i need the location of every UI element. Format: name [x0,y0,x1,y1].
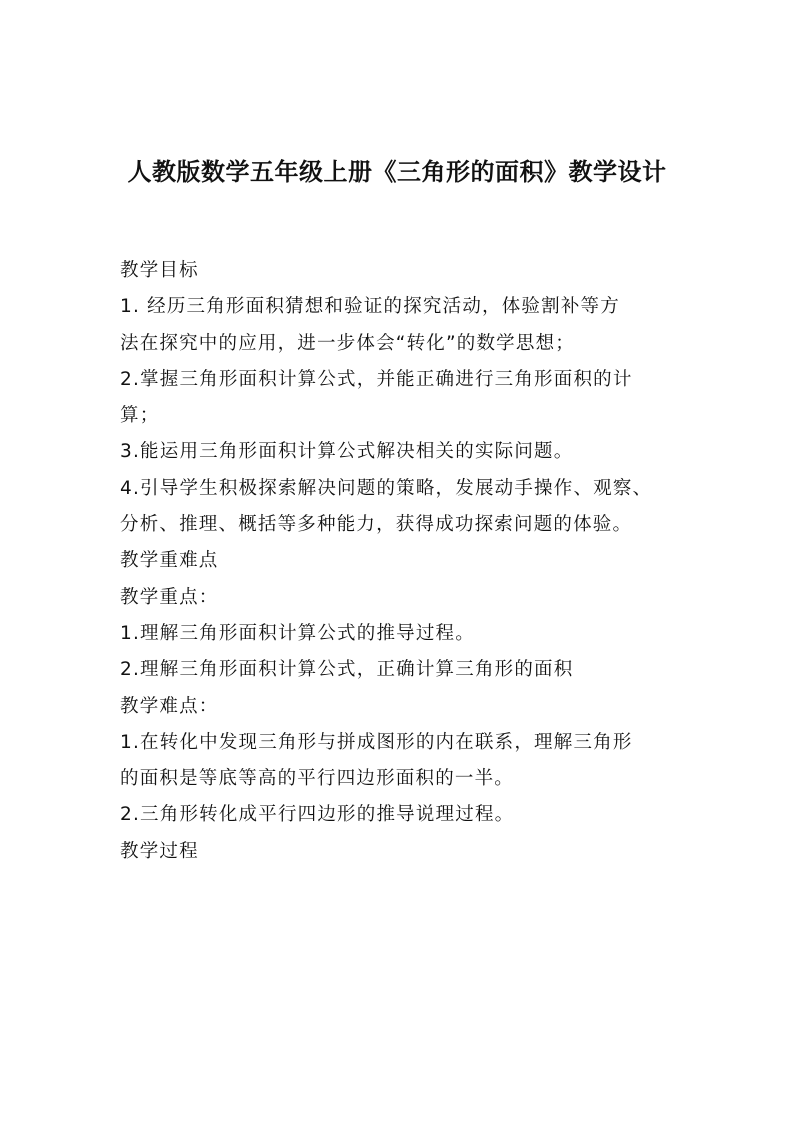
section-heading-key-difficult: 教学重难点 [120,550,219,572]
objective-2-line-1: 2.掌握三角形面积计算公式，并能正确进行三角形面积的计 [120,368,633,390]
objective-1-line-1: 1. 经历三角形面积猜想和验证的探究活动，体验割补等方 [120,296,620,318]
subheading-key-points: 教学重点： [120,586,219,608]
objective-2-line-2: 算； [120,405,160,427]
subheading-difficult-points: 教学难点： [120,695,219,717]
objective-4-line-2: 分析、推理、概括等多种能力，获得成功探索问题的体验。 [120,514,633,536]
difficult-point-1-line-2: 的面积是等底等高的平行四边形面积的一半。 [120,768,515,790]
document-body [120,257,680,874]
key-point-1: 1.理解三角形面积计算公式的推导过程。 [120,622,475,644]
difficult-point-1-line-1: 1.在转化中发现三角形与拼成图形的内在联系，理解三角形 [120,731,633,753]
objective-4-line-1: 4.引导学生积极探索解决问题的策略，发展动手操作、观察、 [120,477,653,499]
section-heading-process: 教学过程 [120,840,199,862]
document-title: 人教版数学五年级上册《三角形的面积》教学设计 [127,157,667,186]
key-point-2: 2.理解三角形面积计算公式，正确计算三角形的面积 [120,659,574,681]
section-heading-objectives: 教学目标 [120,260,199,281]
objective-3: 3.能运用三角形面积计算公式解决相关的实际问题。 [120,441,574,463]
difficult-point-2: 2.三角形转化成平行四边形的推导说理过程。 [120,804,515,826]
objective-1-line-2: 法在探究中的应用，进一步体会“转化”的数学思想； [120,332,575,354]
